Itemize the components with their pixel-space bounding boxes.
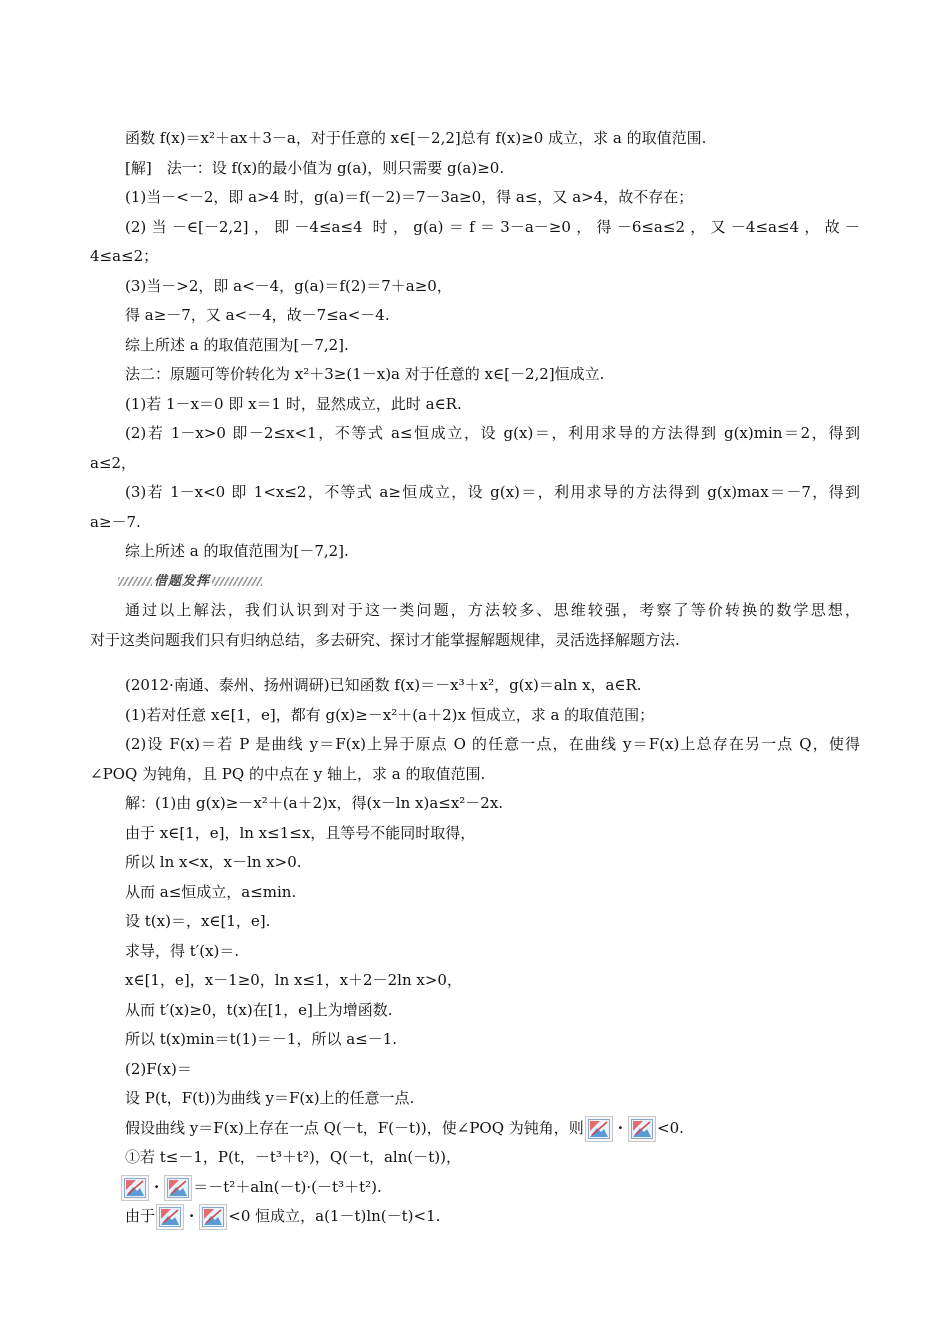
text-line: a≥－7. <box>90 512 141 531</box>
text: <0 恒成立，a(1－t)ln(－t)<1. <box>228 1207 441 1225</box>
text-line: 综上所述 a 的取值范围为[－7,2]. <box>125 335 349 354</box>
section-gap <box>90 655 860 671</box>
vector-op-image <box>121 1175 149 1201</box>
banner-stripes-right <box>212 577 262 586</box>
text-line: (2)F(x)＝ <box>125 1059 192 1078</box>
text-line: 对于这类问题我们只有归纳总结，多去研究、探讨才能掌握解题规律，灵活选择解题方法. <box>90 630 680 649</box>
vector-op-image <box>156 1204 184 1230</box>
dot-operator: · <box>189 1207 195 1225</box>
text: 假设曲线 y＝F(x)上存在一点 Q(－t，F(－t))，使∠POQ 为钝角，则 <box>125 1118 584 1137</box>
text-line: 求导，得 t′(x)＝. <box>125 941 240 960</box>
text-line: 得 a≥－7，又 a<－4，故－7≤a<－4. <box>125 306 390 324</box>
text-line: 综上所述 a 的取值范围为[－7,2]. <box>125 542 349 560</box>
text: 由于 <box>125 1207 156 1225</box>
dot-operator: · <box>617 1118 624 1137</box>
solution-section <box>90 124 860 567</box>
dot-operator: · <box>154 1177 160 1196</box>
text-line: (1)若 1－x＝0 即 x＝1 时，显然成立，此时 a∈R. <box>125 394 462 413</box>
text-line: (2)若 1－x>0 即－2≤x<1，不等式 a≤恒成立，设 g(x)＝，利用求导的方法得到 g(x)min＝2，得到 <box>125 424 860 442</box>
text-line: 解：(1)由 g(x)≥－x²＋(a＋2)x，得(x－ln x)a≤x²－2x. <box>125 794 504 812</box>
example-section <box>90 671 860 1114</box>
text-line: 设 P(t，F(t))为曲线 y＝F(x)上的任意一点. <box>125 1089 415 1107</box>
vector-op-image <box>585 1116 613 1142</box>
vector-oq-image <box>628 1116 656 1142</box>
text: <0. <box>657 1118 684 1137</box>
text-line: 所以 t(x)min＝t(1)＝－1，所以 a≤－1. <box>125 1030 398 1048</box>
text-line: [解] 法一：设 f(x)的最小值为 g(a)，则只需要 g(a)≥0. <box>125 158 505 177</box>
text-line: x∈[1，e]，x－1≥0，ln x≤1，x＋2－2ln x>0， <box>125 971 462 989</box>
text-line: (1)当－<－2，即 a>4 时，g(a)＝f(－2)＝7－3a≥0，得 a≤，又 a>4，故不存在； <box>125 188 694 206</box>
text-line: 通过以上解法，我们认识到对于这一类问题，方法较多、思维较强，考察了等价转换的数学思想， <box>125 601 860 619</box>
text-line: 所以 ln x<x，x－ln x>0. <box>125 853 302 871</box>
text-line: (3)若 1－x<0 即 1<x≤2，不等式 a≥恒成立，设 g(x)＝，利用求导的方法得到 g(x)max＝－7，得到 <box>125 483 860 501</box>
banner-title: 借题发挥 <box>154 573 211 589</box>
text: ＝－t²＋aln(－t)·(－t³＋t²). <box>193 1177 382 1196</box>
text-line: 从而 a≤恒成立，a≤min. <box>125 882 297 901</box>
text-line: 函数 f(x)＝x²＋ax＋3－a，对于任意的 x∈[－2,2]总有 f(x)≥0 成立，求 a 的取值范围. <box>125 129 707 147</box>
text-line: (1)若对任意 x∈[1，e]，都有 g(x)≥－x²＋(a＋2)x 恒成立，求 a 的取值范围； <box>125 705 655 724</box>
text-line: 4≤a≤2； <box>90 247 159 265</box>
document-body <box>90 124 860 1232</box>
text-line: a≤2， <box>90 453 137 472</box>
text-line: 从而 t′(x)≥0，t(x)在[1，e]上为增函数. <box>125 1000 393 1019</box>
text-line: ∠POQ 为钝角，且 PQ 的中点在 y 轴上，求 a 的取值范围. <box>90 764 486 783</box>
case-line: ①若 t≤－1，P(t，－t³＋t²)，Q(－t，aln(－t))， <box>125 1148 461 1166</box>
text-line: 设 t(x)＝，x∈[1，e]. <box>125 912 271 930</box>
text-line: 由于 x∈[1，e]，ln x≤1≤x，且等号不能同时取得， <box>125 823 476 842</box>
text-line: (3)当－>2，即 a<－4，g(a)＝f(2)＝7＋a≥0， <box>125 276 452 295</box>
text-line: (2)设 F(x)＝若 P 是曲线 y＝F(x)上异于原点 O 的任意一点，在曲线 y＝F(x)上总存在另一点 Q，使得 <box>125 735 860 753</box>
text-line: (2)当－∈[－2,2]，即－4≤a≤4 时，g(a)＝f＝3－a－≥0，得－6≤a≤2，又－4≤a≤4，故－ <box>125 217 860 236</box>
section-banner <box>90 567 860 597</box>
text-line: 法二：原题可等价转化为 x²＋3≥(1－x)a 对于任意的 x∈[－2,2]恒成立. <box>125 365 605 383</box>
commentary-section <box>90 596 860 655</box>
vector-line-1 <box>90 1114 860 1144</box>
vector-line-2 <box>90 1173 860 1203</box>
vector-line-3 <box>90 1202 860 1232</box>
vector-oq-image <box>199 1204 227 1230</box>
vector-oq-image <box>164 1175 192 1201</box>
banner-stripes-left <box>118 577 152 586</box>
text-line: (2012·南通、泰州、扬州调研)已知函数 f(x)＝－x³＋x²，g(x)＝aln x，a∈R. <box>125 676 642 694</box>
